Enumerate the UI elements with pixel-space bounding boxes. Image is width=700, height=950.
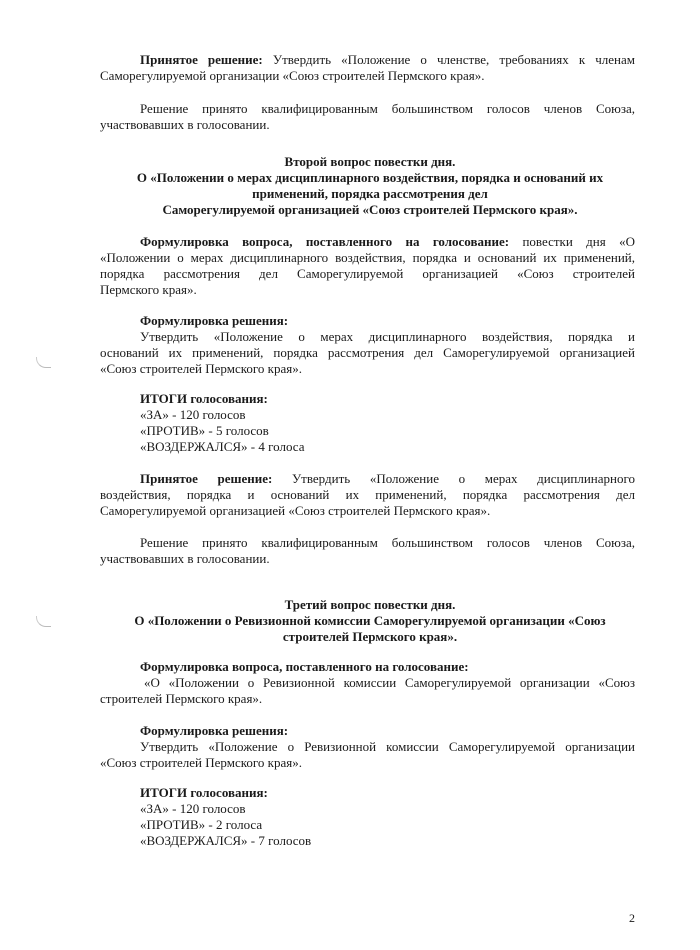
decision-form-label: Формулировка решения: (140, 723, 289, 738)
result-line-1: Решение принято квалифицированным большинством голосов членов Союза, (140, 101, 635, 116)
question-line-1: «О «Положении о Ревизионной комиссии Саморегулируемой организации «Союз (144, 675, 635, 690)
result-line-2: участвовавших в голосовании. (100, 117, 270, 132)
question-line-4: Пермского края». (100, 282, 197, 297)
decision-line-1: Принятое решение: Утвердить «Положение о членстве, требованиях к членам (140, 52, 635, 67)
votes-abstain: «ВОЗДЕРЖАЛСЯ» - 7 голосов (140, 833, 312, 848)
punch-hole-mark (36, 357, 51, 368)
section3-heading-3: строителей Пермского края». (282, 629, 458, 644)
decision-form-line-2: «Союз строителей Пермского края». (100, 755, 302, 770)
decision-form-line-1: Утвердить «Положение о мерах дисциплинарного воздействия, порядка и (140, 329, 635, 344)
decision-line-1: Принятое решение: Утвердить «Положение о мерах дисциплинарного (140, 471, 635, 486)
decision-line-2: воздействия, порядка и оснований их применений, порядка рассмотрения дел (100, 487, 635, 502)
section3-heading-1: Третий вопрос повестки дня. (284, 597, 456, 612)
result-line-1: Решение принято квалифицированным большинством голосов членов Союза, (140, 535, 635, 550)
section3-heading-2: О «Положении о Ревизионной комиссии Саморегулируемой организации «Союз (134, 613, 606, 628)
votes-against: «ПРОТИВ» - 2 голоса (140, 817, 263, 832)
votes-against: «ПРОТИВ» - 5 голосов (140, 423, 269, 438)
result-line-2: участвовавших в голосовании. (100, 551, 270, 566)
decision-form-line-2: оснований их применений, порядка рассмотрения дел Саморегулируемой организацией (100, 345, 635, 360)
votes-abstain: «ВОЗДЕРЖАЛСЯ» - 4 голоса (140, 439, 305, 454)
question-line-2: «Положении о мерах дисциплинарного воздействия, порядка и оснований их применений, (100, 250, 635, 265)
votes-label: ИТОГИ голосования: (140, 785, 268, 800)
decision-line-3: Саморегулируемой организацией «Союз строителей Пермского края». (100, 503, 491, 518)
question-label: Формулировка вопроса, поставленного на голосование: (140, 659, 469, 674)
question-line-1: Формулировка вопроса, поставленного на голосование: повестки дня «О (140, 234, 635, 249)
votes-for: «ЗА» - 120 голосов (140, 407, 246, 422)
section2-heading-3: применений, порядка рассмотрения дел (252, 186, 488, 201)
decision-form-label: Формулировка решения: (140, 313, 289, 328)
decision-form-line-1: Утвердить «Положение о Ревизионной комиссии Саморегулируемой организации (140, 739, 635, 754)
decision-form-line-3: «Союз строителей Пермского края». (100, 361, 302, 376)
question-line-3: порядка рассмотрения дел Саморегулируемой организацией «Союз строителей (100, 266, 635, 281)
votes-label: ИТОГИ голосования: (140, 391, 268, 406)
question-line-2: строителей Пермского края». (100, 691, 263, 706)
section2-heading-1: Второй вопрос повестки дня. (284, 154, 456, 169)
punch-hole-mark (36, 616, 51, 627)
votes-for: «ЗА» - 120 голосов (140, 801, 246, 816)
page-number: 2 (629, 911, 635, 925)
section2-heading-4: Саморегулируемой организацией «Союз строителей Пермского края». (162, 202, 578, 217)
decision-label: Принятое решение: (140, 471, 273, 486)
decision-line-2: Саморегулируемой организации «Союз строителей Пермского края». (100, 68, 485, 83)
section2-heading-2: О «Положении о мерах дисциплинарного воздействия, порядка и оснований их (136, 170, 604, 185)
question-label: Формулировка вопроса, поставленного на голосование: (140, 234, 510, 249)
decision-label: Принятое решение: (140, 52, 263, 67)
